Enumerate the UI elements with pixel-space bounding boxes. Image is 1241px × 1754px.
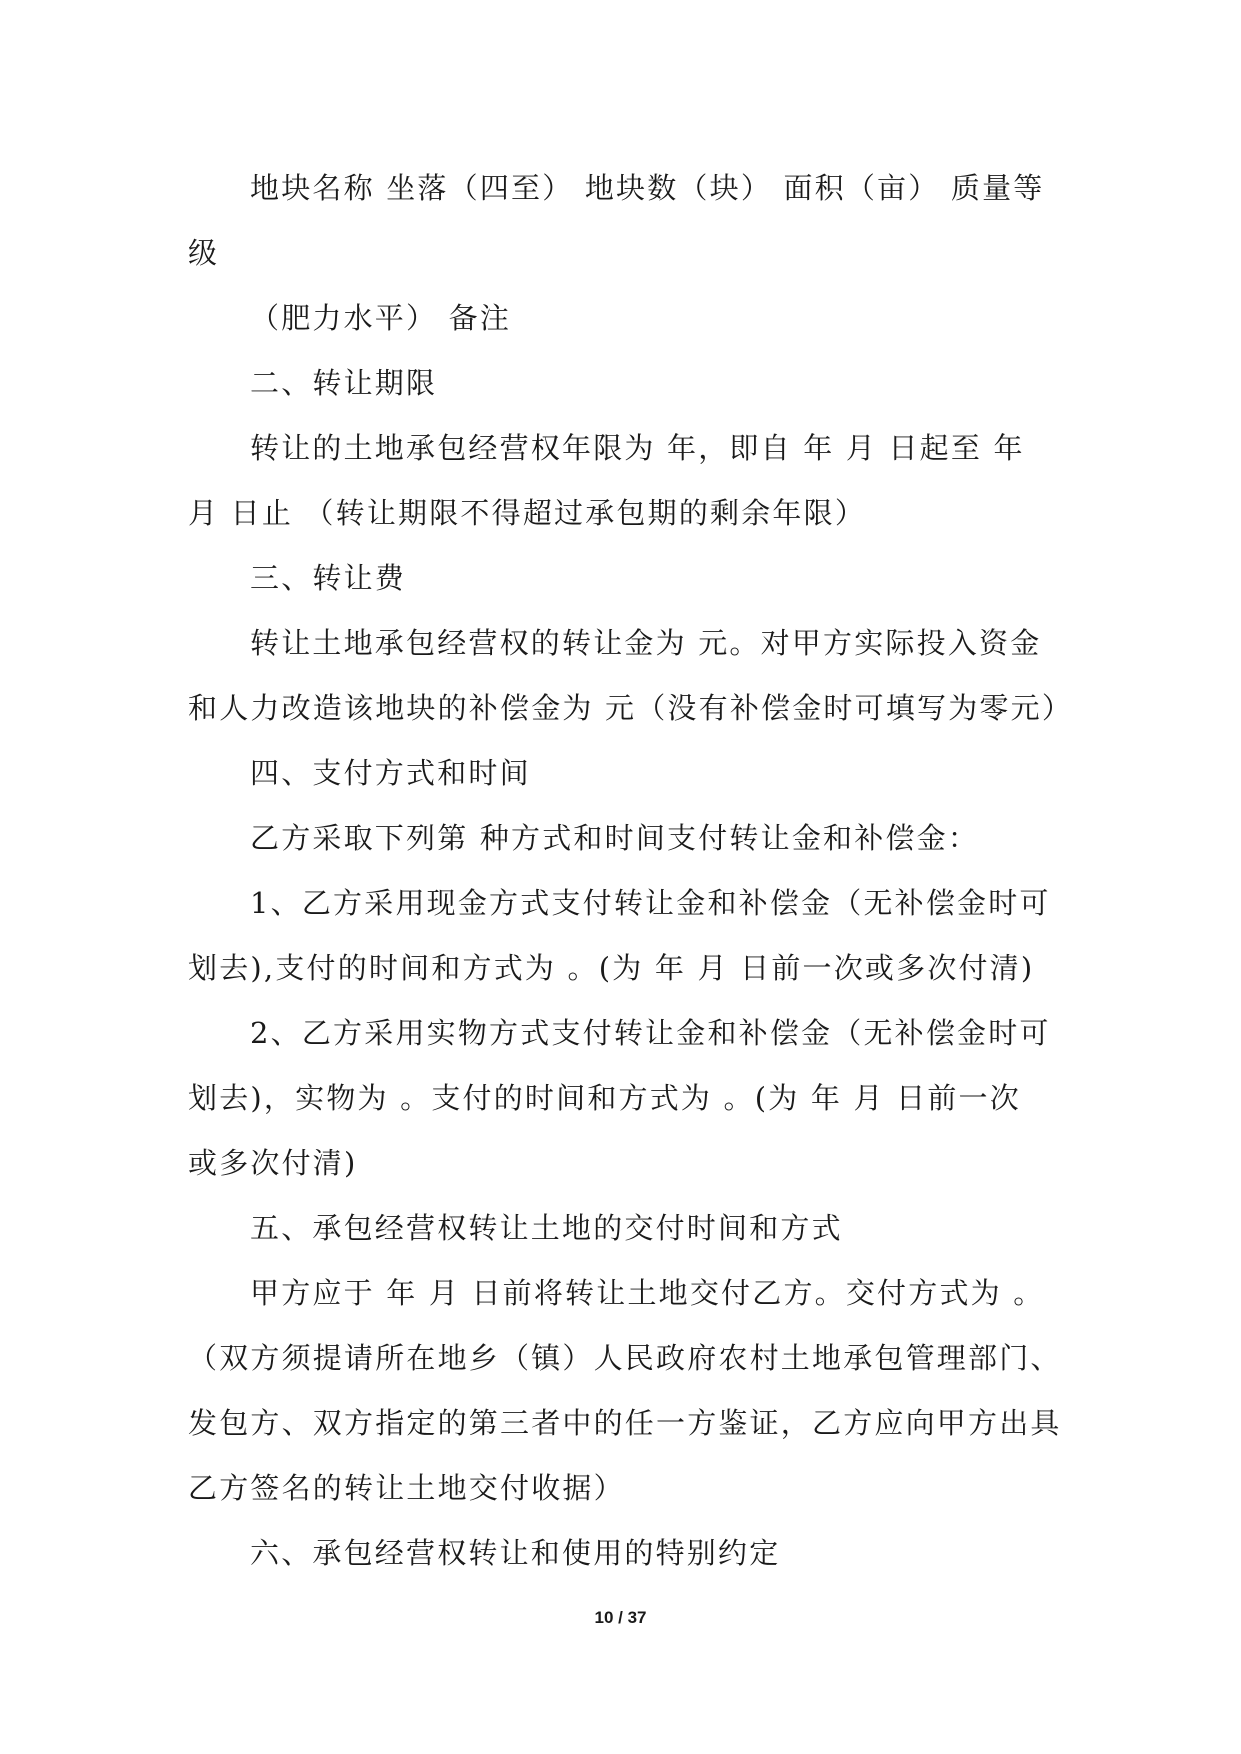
text-line: （肥力水平） 备注	[250, 301, 512, 335]
body-text	[188, 156, 1074, 1586]
text-line: 四、支付方式和时间	[250, 756, 531, 790]
text-line: （双方须提请所在地乡（镇）人民政府农村土地承包管理部门、	[188, 1341, 1062, 1375]
text-line: 划去),支付的时间和方式为 。(为 年 月 日前一次或多次付清)	[188, 951, 1035, 985]
text-line: 二、转让期限	[250, 366, 438, 400]
text-line: 划去)，实物为 。支付的时间和方式为 。(为 年 月 日前一次	[188, 1081, 1021, 1115]
text-line: 月 日止 （转让期限不得超过承包期的剩余年限）	[188, 496, 867, 530]
text-line: 转让的土地承包经营权年限为 年，即自 年 月 日起至 年	[250, 431, 1025, 465]
document-body	[188, 156, 1074, 1586]
text-line: 地块名称 坐落（四至） 地块数（块） 面积（亩） 质量等	[250, 171, 1045, 205]
text-line: 六、承包经营权转让和使用的特别约定	[250, 1536, 781, 1570]
text-line: 2、乙方采用实物方式支付转让金和补偿金（无补偿金时可	[250, 1016, 1051, 1050]
text-line: 1、乙方采用现金方式支付转让金和补偿金（无补偿金时可	[250, 886, 1051, 920]
text-line: 乙方签名的转让土地交付收据）	[188, 1471, 625, 1505]
page-number: 10 / 37	[594, 1608, 647, 1627]
text-line: 转让土地承包经营权的转让金为 元。对甲方实际投入资金	[250, 626, 1042, 660]
text-line: 乙方采取下列第 种方式和时间支付转让金和补偿金：	[250, 821, 980, 855]
text-line: 三、转让费	[250, 561, 407, 595]
text-line: 和人力改造该地块的补偿金为 元（没有补偿金时可填写为零元）	[188, 691, 1074, 725]
text-line: 甲方应于 年 月 日前将转让土地交付乙方。交付方式为 。	[250, 1276, 1045, 1310]
text-line: 五、承包经营权转让土地的交付时间和方式	[250, 1211, 843, 1245]
text-line: 或多次付清)	[188, 1146, 358, 1180]
text-line: 发包方、双方指定的第三者中的任一方鉴证，乙方应向甲方出具	[188, 1406, 1062, 1440]
text-line: 级	[188, 236, 220, 270]
